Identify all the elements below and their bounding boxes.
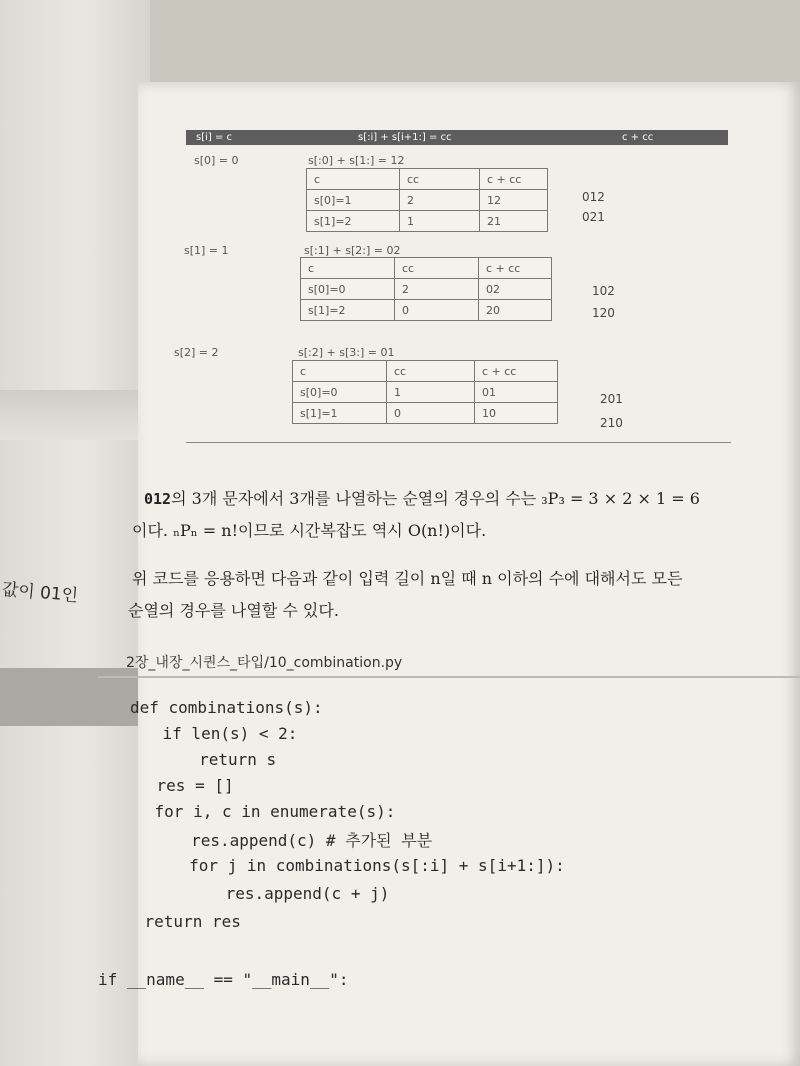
table-cell: 1 bbox=[400, 211, 480, 232]
table-cell: 0 bbox=[395, 300, 479, 321]
table-row bbox=[307, 211, 548, 232]
table-header-cell: c bbox=[307, 169, 400, 190]
result-value: 201 bbox=[600, 392, 623, 406]
code-line: res = [] bbox=[118, 776, 234, 795]
inline-code-012: 012 bbox=[144, 490, 172, 508]
step-expression: s[:1] + s[2:] = 02 bbox=[304, 244, 401, 257]
table-row bbox=[293, 382, 558, 403]
code-line: for i, c in enumerate(s): bbox=[116, 802, 396, 821]
step-label: s[0] = 0 bbox=[194, 154, 239, 167]
paragraph-extension-line2: 순열의 경우를 나열할 수 있다. bbox=[128, 601, 339, 620]
result-value: 102 bbox=[592, 284, 615, 298]
step-table bbox=[306, 168, 548, 232]
previous-page-edge bbox=[0, 0, 150, 1066]
previous-page-text-fragment: 값이 01인 bbox=[1, 579, 79, 607]
step-label: s[2] = 2 bbox=[174, 346, 219, 359]
code-line: for j in combinations(s[:i] + s[i+1:]): bbox=[112, 856, 565, 875]
table-cell: 20 bbox=[479, 300, 552, 321]
table-header-cell: c + cc bbox=[479, 258, 552, 279]
table-row bbox=[307, 190, 548, 211]
table-cell: s[1]=2 bbox=[301, 300, 395, 321]
code-line: if len(s) < 2: bbox=[124, 724, 298, 743]
table-cell: s[0]=1 bbox=[307, 190, 400, 211]
code-line: res.append(c) # 추가된 부분 bbox=[114, 831, 433, 850]
table-cell: 02 bbox=[479, 279, 552, 300]
step-expression: s[:0] + s[1:] = 12 bbox=[308, 154, 405, 167]
table-cell: 0 bbox=[387, 403, 475, 424]
table-header-cell: cc bbox=[395, 258, 479, 279]
book-page bbox=[98, 82, 800, 1066]
table-header-cell: c + cc bbox=[480, 169, 548, 190]
paragraph-text: 의 3개 문자에서 3개를 나열하는 순열의 경우의 수는 ₃P₃ = 3 × 2 × 1 = 6 bbox=[171, 489, 700, 508]
table-row bbox=[293, 403, 558, 424]
result-value: 021 bbox=[582, 210, 605, 224]
header-col-concat: c + cc bbox=[622, 132, 654, 143]
table-row bbox=[301, 279, 552, 300]
table-header-cell: cc bbox=[387, 361, 475, 382]
table-row bbox=[307, 169, 548, 190]
code-line: if __name__ == "__main__": bbox=[98, 970, 349, 989]
code-caption-rule bbox=[98, 676, 800, 678]
paragraph-permutation-count-line1 bbox=[144, 486, 700, 509]
page-fold-shadow bbox=[0, 390, 150, 440]
table-row bbox=[293, 361, 558, 382]
table-cell: s[1]=2 bbox=[307, 211, 400, 232]
code-file-caption: 2장_내장_시퀀스_타입/10_combination.py bbox=[126, 655, 403, 671]
table-cell: 1 bbox=[387, 382, 475, 403]
table-header-cell: c bbox=[301, 258, 395, 279]
code-line: res.append(c + j) bbox=[110, 884, 390, 903]
paragraph-permutation-count-line2: 이다. ₙPₙ = n!이므로 시간복잡도 역시 O(n!)이다. bbox=[132, 521, 487, 540]
table-cell: 01 bbox=[475, 382, 558, 403]
table-cell: 21 bbox=[480, 211, 548, 232]
code-line: return s bbox=[122, 750, 277, 769]
result-value: 012 bbox=[582, 190, 605, 204]
result-value: 210 bbox=[600, 416, 623, 430]
table-cell: s[0]=0 bbox=[301, 279, 395, 300]
step-table bbox=[292, 360, 558, 424]
step-expression: s[:2] + s[3:] = 01 bbox=[298, 346, 395, 359]
table-cell: s[1]=1 bbox=[293, 403, 387, 424]
table-header-cell: c + cc bbox=[475, 361, 558, 382]
code-line: def combinations(s): bbox=[130, 698, 323, 717]
table-cell: 12 bbox=[480, 190, 548, 211]
figure-header-bar bbox=[186, 130, 728, 145]
table-row bbox=[301, 258, 552, 279]
paragraph-extension-line1: 위 코드를 응용하면 다음과 같이 입력 길이 n일 때 n 이하의 수에 대해서도 모든 bbox=[132, 569, 683, 588]
table-cell: 2 bbox=[395, 279, 479, 300]
table-row bbox=[301, 300, 552, 321]
header-col-c: s[i] = c bbox=[196, 132, 233, 143]
table-cell: 2 bbox=[400, 190, 480, 211]
result-value: 120 bbox=[592, 306, 615, 320]
table-header-cell: cc bbox=[400, 169, 480, 190]
figure-bottom-rule bbox=[186, 442, 731, 443]
code-line: return res bbox=[106, 912, 241, 931]
step-table bbox=[300, 257, 552, 321]
permutation-figure bbox=[138, 82, 800, 462]
step-label: s[1] = 1 bbox=[184, 244, 229, 257]
header-col-cc: s[:i] + s[i+1:] = cc bbox=[358, 132, 452, 143]
table-cell: 10 bbox=[475, 403, 558, 424]
table-cell: s[0]=0 bbox=[293, 382, 387, 403]
table-header-cell: c bbox=[293, 361, 387, 382]
